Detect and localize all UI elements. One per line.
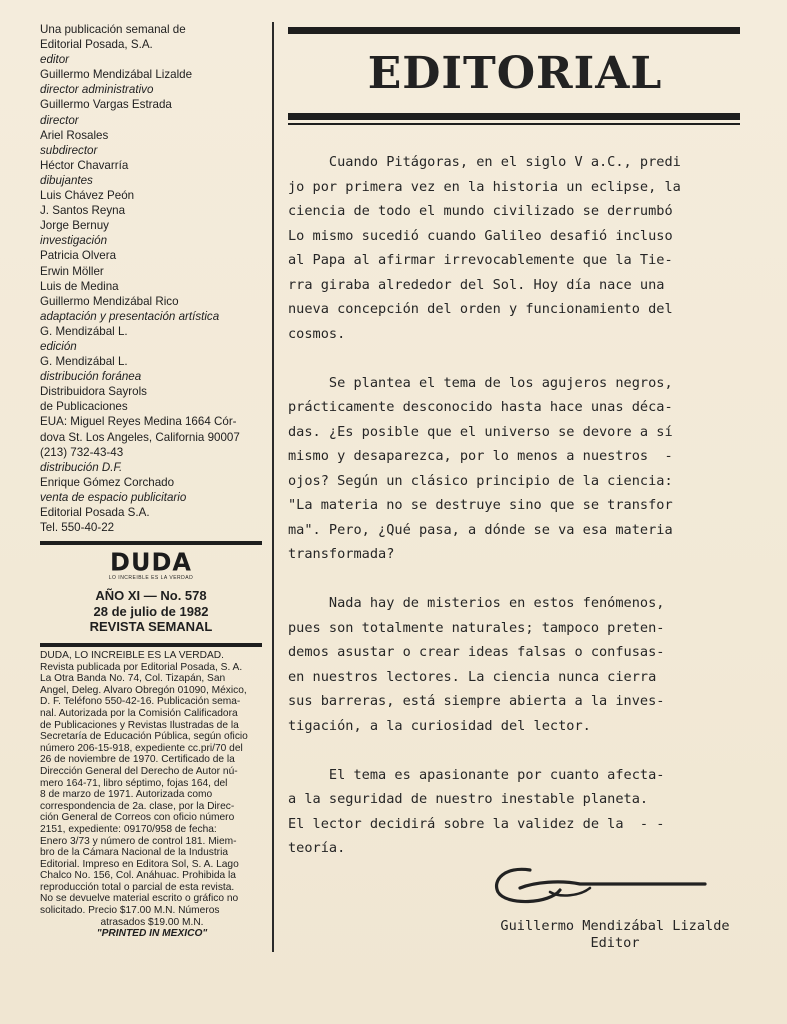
legal-line: Editorial. Impreso en Editora Sol, S. A. Lago	[40, 858, 239, 870]
credit-name: Ariel Rosales	[40, 128, 109, 142]
editorial-line: demos asustar o crear ideas falsas o confusas-	[288, 644, 665, 660]
legal-line: 2151, expediente: 09170/958 de fecha:	[40, 823, 217, 835]
legal-line: Enero 3/73 y número de control 181. Miem-	[40, 835, 237, 847]
issue-number: AÑO XI — No. 578	[95, 588, 207, 603]
legal-line: Revista publicada por Editorial Posada, S. A.	[40, 661, 243, 673]
editorial-line: nueva concepción del orden y funcionamiento del	[288, 301, 673, 317]
editorial-line: al Papa al afirmar irrevocablemente que la Tie-	[288, 252, 673, 268]
credit-role: edición	[40, 339, 77, 353]
editorial-line: pues son totalmente naturales; tampoco preten-	[288, 619, 665, 636]
credit-name: Erwin Möller	[40, 264, 104, 278]
legal-line: Dirección General del Derecho de Autor nú-	[40, 765, 238, 777]
credit-role: distribución D.F.	[40, 460, 123, 474]
title-rule-bottom	[288, 113, 740, 120]
credit-role: dibujantes	[40, 173, 93, 187]
legal-line: reproducción total o parcial de esta revista.	[40, 881, 235, 893]
editorial-line: Cuando Pitágoras, en el siglo V a.C., predi	[288, 154, 681, 170]
credit-name: EUA: Miguel Reyes Medina 1664 Cór-	[40, 415, 237, 429]
credit-name: Tel. 550-40-22	[40, 521, 115, 535]
legal-line: DUDA, LO INCREIBLE ES LA VERDAD.	[40, 650, 224, 661]
editorial-line: rra giraba alrededor del Sol. Hoy día nace una	[288, 276, 665, 293]
legal-line: solicitado. Precio $17.00 M.N. Números	[40, 905, 220, 917]
editorial-line: Lo mismo sucedió cuando Galileo desafió incluso	[288, 227, 673, 244]
editorial-line: tigación, a la curiosidad del lector.	[288, 717, 591, 734]
signature-block	[470, 918, 760, 952]
issue-frequency: REVISTA SEMANAL	[89, 619, 213, 634]
column-rule	[272, 22, 274, 952]
editorial-paragraph	[288, 150, 750, 346]
credit-name: Luis de Medina	[40, 279, 119, 293]
credit-name: (213) 732-43-43	[40, 445, 124, 459]
credit-role: editor	[40, 53, 70, 67]
credit-role: investigación	[40, 234, 108, 248]
editorial-line: teoría.	[288, 840, 346, 856]
credit-name: dova St. Los Angeles, California 90007	[40, 430, 240, 444]
legal-line: D. F. Teléfono 550-42-16. Publicación sema-	[40, 696, 241, 708]
credit-name: Patricia Olvera	[40, 249, 117, 263]
legal-line: de Publicaciones y Revistas Ilustradas de la	[40, 719, 239, 731]
editorial-paragraph	[288, 763, 750, 861]
editorial-line: cosmos.	[288, 325, 346, 342]
credit-name: Luis Chávez Peón	[40, 189, 135, 203]
legal-line: 8 de marzo de 1971. Autorizada como	[40, 789, 213, 801]
legal-line: ción General de Correos con oficio número	[40, 812, 235, 824]
credit-name: Editorial Posada, S.A.	[40, 38, 153, 52]
legal-line: mero 164-71, libro séptimo, fojas 164, del	[40, 777, 228, 789]
credit-name: G. Mendizábal L.	[40, 355, 128, 369]
credit-name: G. Mendizábal L.	[40, 324, 128, 338]
credit-role: distribución foránea	[40, 370, 142, 384]
author-role: Editor	[590, 935, 640, 951]
credit-name: Héctor Chavarría	[40, 158, 129, 172]
credit-name: Editorial Posada S.A.	[40, 506, 150, 519]
legal-line: No se devuelve material escrito o gráfico no	[40, 893, 239, 905]
masthead-credits	[40, 22, 265, 535]
credit-name: Guillermo Vargas Estrada	[40, 98, 172, 112]
editorial-line: prácticamente desconocido hasta hace unas déca-	[288, 399, 673, 415]
editorial-line: transformada?	[288, 546, 395, 562]
credit-role: director	[40, 113, 79, 127]
credit-name: de Publicaciones	[40, 400, 128, 414]
legal-line: Angel, Deleg. Alvaro Obregón 01090, México,	[40, 684, 247, 696]
editorial-line: ciencia de todo el mundo civilizado se derrumbó	[288, 203, 673, 219]
signature	[490, 858, 710, 918]
duda-logo: DUDA	[110, 547, 192, 577]
credit-name: Distribuidora Sayrols	[40, 385, 147, 399]
credit-name: Una publicación semanal de	[40, 23, 186, 36]
credit-name: J. Santos Reyna	[40, 204, 126, 218]
editorial-line: sus barreras, está siempre abierta a la inves-	[288, 693, 665, 709]
credit-role: adaptación y presentación artística	[40, 309, 220, 323]
editorial-line: El tema es apasionante por cuanto afecta-	[288, 766, 665, 783]
title-rule-bottom-thin	[288, 123, 740, 125]
legal-divider	[40, 643, 262, 647]
editorial-line: jo por primera vez en la historia un eclipse, la	[288, 178, 681, 195]
credit-role: venta de espacio publicitario	[40, 490, 187, 504]
legal-line: Secretaría de Educación Pública, según oficio	[40, 731, 248, 743]
credit-name: Jorge Bernuy	[40, 219, 109, 233]
issue-date: 28 de julio de 1982	[93, 603, 209, 619]
legal-line: correspondencia de 2a. clase, por la Direc-	[40, 800, 235, 812]
legal-line: 26 de noviembre de 1970. Certificado de la	[40, 754, 235, 766]
editorial-body	[288, 150, 750, 885]
title-rule-top	[288, 27, 740, 34]
editorial-line: "La materia no se destruye sino que se transfor	[288, 497, 673, 513]
credit-role: director administrativo	[40, 83, 154, 97]
legal-line: nal. Autorizada por la Comisión Calificadora	[40, 707, 238, 719]
editorial-line: El lector decidirá sobre la validez de la - -	[288, 815, 665, 832]
legal-notice	[40, 650, 264, 940]
legal-text	[40, 650, 264, 917]
legal-line: bro de la Cámara Nacional de la Industria	[40, 847, 229, 859]
duda-tagline: LO INCREIBLE ES LA VERDAD	[108, 575, 194, 581]
legal-line: La Otra Banda No. 74, Col. Tizapán, San	[40, 673, 226, 685]
masthead-divider	[40, 541, 262, 545]
editorial-line: Nada hay de misterios en estos fenómenos,	[288, 595, 665, 611]
editorial-line: Se plantea el tema de los agujeros negros,	[288, 374, 673, 391]
issue-box	[40, 547, 262, 635]
editorial-paragraph	[288, 371, 750, 567]
legal-line: número 206-15-918, expediente cc.pri/70 del	[40, 742, 243, 754]
editorial-line: ojos? Según un clásico principio de la ciencia:	[288, 472, 673, 489]
legal-line: Chalco No. 156, Col. Anáhuac. Prohibida la	[40, 870, 236, 882]
credit-name: Enrique Gómez Corchado	[40, 475, 175, 489]
credit-role: subdirector	[40, 143, 98, 157]
author-name: Guillermo Mendizábal Lizalde	[500, 918, 730, 934]
printed-in-mexico: "PRINTED IN MEXICO"	[96, 928, 208, 940]
editorial-line: das. ¿Es posible que el universo se devore a sí	[288, 423, 673, 440]
editorial-line: mismo y desaparezca, por lo menos a nuestros -	[288, 448, 673, 464]
editorial-title: EDITORIAL	[367, 48, 663, 99]
editorial-line: ma". Pero, ¿Qué pasa, a dónde se va esa materia	[288, 521, 673, 538]
credit-name: Guillermo Mendizábal Lizalde	[40, 68, 193, 82]
editorial-paragraph	[288, 591, 750, 738]
editorial-line: en nuestros lectores. La ciencia nunca cierra	[288, 668, 657, 685]
editorial-line: a la seguridad de nuestro inestable planeta.	[288, 791, 649, 807]
credit-name: Guillermo Mendizábal Rico	[40, 294, 179, 308]
back-issues-price: atrasados $19.00 M.N.	[100, 916, 204, 928]
